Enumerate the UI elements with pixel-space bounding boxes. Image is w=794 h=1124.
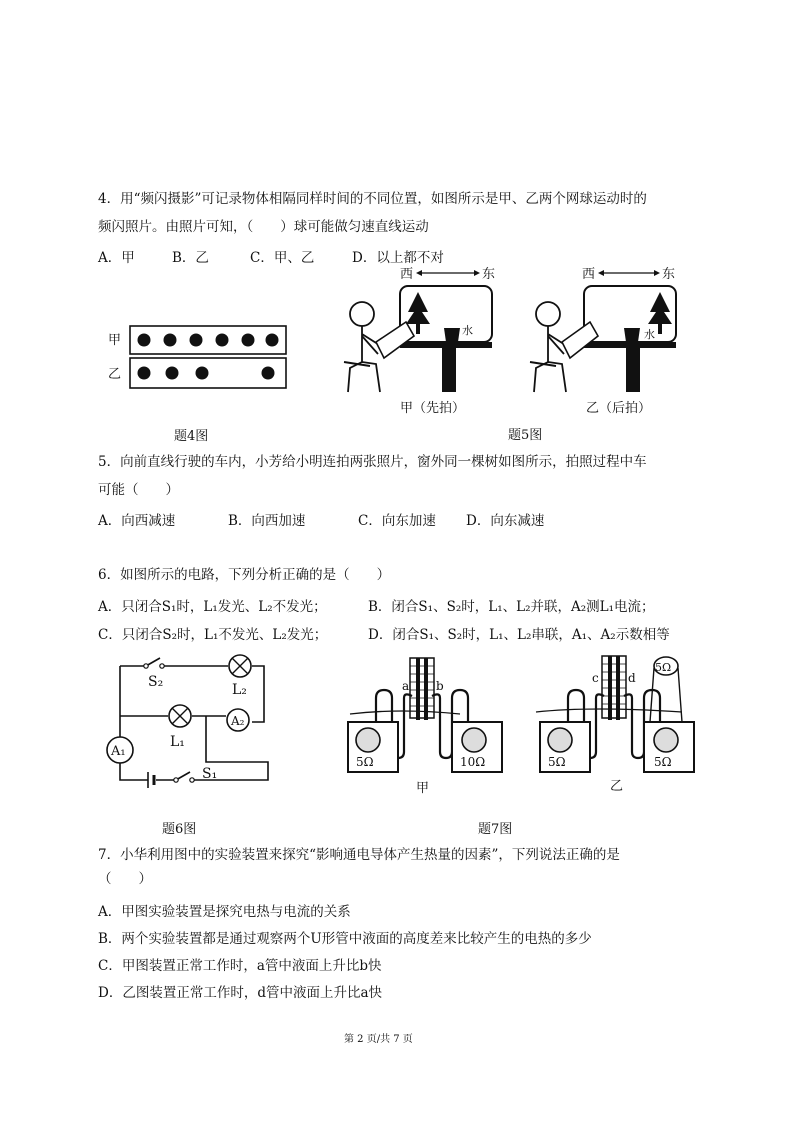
q5-option-a: A．向西减速 <box>98 513 176 529</box>
fig6-lamp-l2 <box>229 655 251 677</box>
fig7-caption: 题7图 <box>478 822 513 837</box>
fig4-balls-jia <box>138 334 279 347</box>
fig5-caption: 题5图 <box>508 428 543 443</box>
fig4-caption: 题4图 <box>174 429 209 444</box>
fig7-resistor-right-yi: 5Ω <box>654 755 672 769</box>
q4-option-d: D．以上都不对 <box>352 250 444 266</box>
fig6-label-l1: L₁ <box>170 734 185 750</box>
fig4-balls-yi <box>138 367 275 380</box>
fig6-lamp-l1 <box>169 705 191 727</box>
fig6-ammeter-a1 <box>107 737 133 763</box>
figure-6-circuit <box>98 652 288 797</box>
q7-option-c: C．甲图装置正常工作时，a管中液面上升比b快 <box>98 958 382 974</box>
fig6-battery <box>148 772 154 788</box>
q4-stem-line1: 4．用“频闪摄影”可记录物体相隔同样时间的不同位置，如图所示是甲、乙两个网球运动时的 <box>98 191 647 207</box>
figure-7-joule-apparatus <box>340 652 700 797</box>
q5-option-b: B．向西加速 <box>228 513 306 529</box>
q4-option-b: B．乙 <box>172 250 209 266</box>
fig7-label-a: a <box>402 679 410 693</box>
fig7-apparatus-yi <box>536 656 694 794</box>
fig6-label-s2: S₂ <box>148 674 164 690</box>
fig7-resistor-right-jia: 10Ω <box>460 755 486 769</box>
fig5-west-label-yi: 西 <box>582 267 596 282</box>
fig7-label-c: c <box>592 671 599 685</box>
fig4-strip-jia <box>130 326 286 354</box>
fig5-east-label-yi: 东 <box>662 267 676 282</box>
q6-stem: 6．如图所示的电路，下列分析正确的是（ ） <box>98 567 391 583</box>
svg-text:A₁: A₁ <box>111 744 126 759</box>
q7-stem-line2: （ ） <box>98 871 152 887</box>
fig7-label-b: b <box>436 679 444 693</box>
fig4-row-label-yi: 乙 <box>108 367 122 382</box>
fig7-resistor-left-jia: 5Ω <box>356 755 374 769</box>
fig5-water-label-jia: 水 <box>462 324 473 337</box>
fig6-label-l2: L₂ <box>232 682 247 698</box>
fig7-resistor-top-yi: 5Ω <box>655 661 672 674</box>
fig5-water-label-yi: 水 <box>644 328 655 341</box>
fig4-row-label-jia: 甲 <box>108 333 122 348</box>
fig5-label-yi: 乙（后拍） <box>586 401 652 416</box>
q5-stem-line1: 5．向前直线行驶的车内，小芳给小明连拍两张照片，窗外同一棵树如图所示，拍照过程中车 <box>98 454 647 470</box>
q6-option-b: B．闭合S₁、S₂时，L₁、L₂并联，A₂测L₁电流； <box>368 599 655 615</box>
fig6-caption: 题6图 <box>162 822 197 837</box>
fig6-ammeter-a2 <box>227 709 249 731</box>
q4-option-c: C．甲、乙 <box>250 250 315 266</box>
q5-stem-line2: 可能（ ） <box>98 482 179 498</box>
fig5-west-label-jia: 西 <box>400 267 414 282</box>
q7-option-b: B．两个实验装置都是通过观察两个U形管中液面的高度差来比较产生的电热的多少 <box>98 931 592 947</box>
fig6-label-s1: S₁ <box>202 766 218 782</box>
fig5-label-jia: 甲（先拍） <box>400 401 466 416</box>
q7-stem-line1: 7．小华利用图中的实验装置来探究“影响通电导体产生热量的因素”，下列说法正确的是 <box>98 847 620 863</box>
q5-option-d: D．向东减速 <box>466 513 545 529</box>
q4-stem-line2: 频闪照片。由照片可知，（ ）球可能做匀速直线运动 <box>98 219 429 235</box>
page-number: 第 2 页/共 7 页 <box>344 1034 413 1045</box>
figure-5-tree-photos <box>340 262 700 422</box>
fig5-picture-yi <box>530 267 676 416</box>
q7-option-d: D．乙图装置正常工作时，d管中液面上升比a快 <box>98 985 383 1001</box>
fig5-east-label-jia: 东 <box>482 267 496 282</box>
svg-text:A₂: A₂ <box>231 714 245 728</box>
fig7-apparatus-jia <box>348 658 502 796</box>
q6-option-c: C．只闭合S₂时，L₁不发光、L₂发光； <box>98 627 328 643</box>
fig7-label-yi: 乙 <box>610 779 624 794</box>
q6-option-a: A．只闭合S₁时，L₁发光、L₂不发光； <box>98 599 327 615</box>
fig7-label-jia: 甲 <box>416 781 430 796</box>
fig7-resistor-left-yi: 5Ω <box>548 755 566 769</box>
q5-option-c: C．向东加速 <box>358 513 436 529</box>
fig7-label-d: d <box>628 671 636 685</box>
figure-4-strobe-photos <box>106 318 296 398</box>
q4-option-a: A．甲 <box>98 250 135 266</box>
fig5-picture-jia <box>344 267 495 416</box>
q7-option-a: A．甲图实验装置是探究电热与电流的关系 <box>98 904 351 920</box>
q6-option-d: D．闭合S₁、S₂时，L₁、L₂串联，A₁、A₂示数相等 <box>368 627 670 643</box>
